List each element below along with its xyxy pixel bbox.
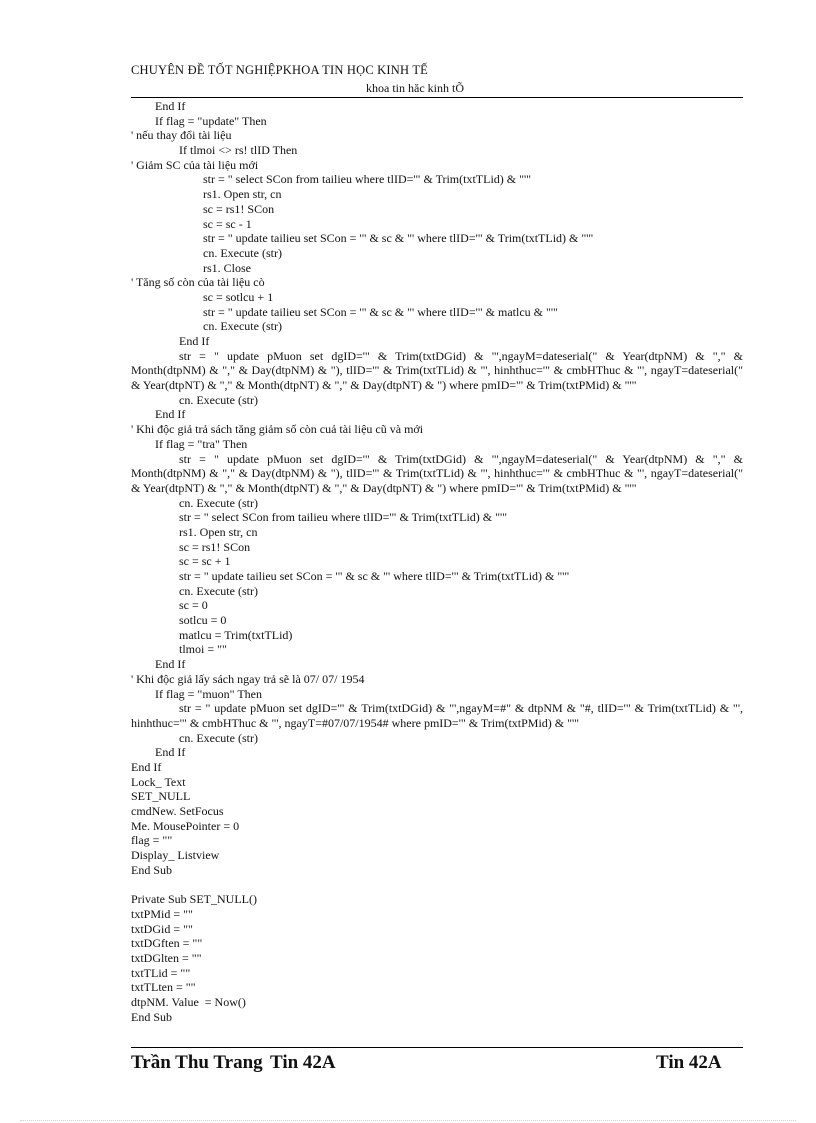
code-line: Private Sub SET_NULL() (131, 892, 257, 907)
code-line: sc = sc - 1 (203, 216, 252, 231)
code-comment: ' Tăng số còn của tài liệu cò (131, 275, 265, 290)
code-line: str = " update pMuon set dgID='" & Trim(txtDGid) & "',ngayM=#" & dtpNM & "#, tlID='" & Trim(txtTLid) & "', (179, 701, 743, 716)
code-comment: ' Khi độc giả lấy sách ngay trả sẽ là 07/ 07/ 1954 (131, 671, 365, 686)
code-line: Me. MousePointer = 0 (131, 818, 240, 833)
code-line: & Year(dtpNT) & "," & Month(dtpNT) & "," & Day(dtpNT) & ") where pmID='" & Trim(txtPMid) & "'" (131, 378, 637, 393)
code-line: str = " update pMuon set dgID='" & Trim(txtDGid) & "',ngayM=dateserial(" & Year(dtpNM) & "," & (179, 451, 743, 466)
code-line: str = " update pMuon set dgID='" & Trim(txtDGid) & "',ngayM=dateserial(" & Year(dtpNM) & "," & (179, 348, 743, 363)
code-line: str = " select SCon from tailieu where tlID='" & Trim(txtTLid) & "'" (203, 172, 532, 187)
code-line: If flag = "tra" Then (155, 436, 248, 451)
code-line: cn. Execute (str) (203, 319, 282, 334)
code-line: cn. Execute (str) (179, 392, 258, 407)
code-line: End If (131, 759, 162, 774)
code-line: If flag = "update" Then (155, 113, 267, 128)
code-line: SET_NULL (131, 789, 191, 804)
code-line: cmdNew. SetFocus (131, 804, 224, 818)
code-line: sc = 0 (179, 598, 208, 613)
code-line: sc = sotlcu + 1 (203, 289, 274, 304)
footer-author: Trần Thu Trang (131, 1052, 263, 1073)
code-line: str = " select SCon from tailieu where tlID='" & Trim(txtTLid) & "'" (179, 510, 508, 525)
code-line: sc = sc + 1 (179, 554, 231, 569)
code-line: Lock_ Text (131, 774, 186, 789)
code-line: Display_ Listview (131, 848, 220, 863)
code-line: Month(dtpNM) & "," & Day(dtpNM) & "), tlID='" & Trim(txtTLid) & "', hinhthuc='" & cmbHThuc & "', ngayT=dateserial(" (131, 466, 743, 481)
code-line: rs1. Open str, cn (203, 187, 282, 202)
code-line: txtTLten = "" (131, 980, 196, 995)
code-comment: ' nếu thay đổi tài liệu (131, 128, 232, 143)
footer-rule (131, 1047, 743, 1048)
code-line: txtDGid = "" (131, 921, 193, 936)
code-line: tlmoi = "" (179, 642, 227, 657)
code-line: & Year(dtpNT) & "," & Month(dtpNT) & "," & Day(dtpNT) & ") where pmID='" & Trim(txtPMid) & "'" (131, 480, 637, 495)
header-rule (131, 97, 743, 98)
code-line: End If (155, 657, 186, 672)
code-line: txtDGlten = "" (131, 950, 202, 965)
code-line: hinhthuc='" & cmbHThuc & "', ngayT=#07/07/1954# where pmID='" & Trim(txtPMid) & "'" (131, 715, 580, 730)
code-line: str = " update tailieu set SCon = '" & sc & "' where tlID='" & Trim(txtTLid) & "'" (203, 231, 594, 246)
code-line: End Sub (131, 862, 173, 877)
footer-class-right: Tin 42A (656, 1052, 722, 1073)
code-comment: ' Khi độc giả trả sách tăng giảm số còn cuả tài liệu cũ và mới (131, 422, 424, 437)
code-line: If flag = "muon" Then (155, 686, 262, 701)
footer-class-left: Tin 42A (270, 1052, 336, 1073)
code-line: flag = "" (131, 833, 173, 848)
code-line: txtDGften = "" (131, 936, 203, 951)
code-line: txtPMid = "" (131, 906, 193, 921)
page-header-title: CHUYÊN ĐỀ TỐT NGHIỆPKHOA TIN HỌC KINH TẾ (131, 63, 428, 77)
code-line: sotlcu = 0 (179, 613, 227, 628)
code-listing (131, 99, 743, 1024)
code-line: str = " update tailieu set SCon = '" & sc & "' where tlID='" & matlcu & "'" (203, 304, 558, 319)
page-header-subtitle: khoa tin hăc kinh tÕ (366, 81, 464, 95)
code-line: matlcu = Trim(txtTLid) (179, 627, 293, 642)
code-line: If tlmoi <> rs! tlID Then (179, 143, 298, 158)
code-line: sc = rs1! SCon (203, 201, 275, 216)
code-line: End Sub (131, 1009, 173, 1024)
code-line: cn. Execute (str) (179, 730, 258, 745)
code-comment: ' Giảm SC của tài liệu mới (131, 157, 259, 172)
code-line: Month(dtpNM) & "," & Day(dtpNM) & "), tlID='" & Trim(txtTLid) & "', hinhthuc='" & cmbHThuc & "', ngayT=dateserial(" (131, 363, 743, 378)
page-bottom-edge (20, 1120, 796, 1121)
code-line: End If (179, 334, 210, 348)
code-line: End If (155, 407, 186, 422)
code-line: End If (155, 745, 186, 760)
code-line: End If (155, 99, 186, 113)
code-line: txtTLid = "" (131, 965, 191, 980)
code-line: dtpNM. Value = Now() (131, 994, 246, 1009)
code-line: rs1. Open str, cn (179, 524, 258, 539)
code-blank-line (131, 877, 743, 892)
code-line: sc = rs1! SCon (179, 539, 251, 554)
code-line: rs1. Close (203, 260, 251, 275)
code-line: cn. Execute (str) (179, 583, 258, 598)
code-line: cn. Execute (str) (203, 245, 282, 260)
code-line: str = " update tailieu set SCon = '" & sc & "' where tlID='" & Trim(txtTLid) & "'" (179, 569, 570, 583)
code-line: cn. Execute (str) (179, 495, 258, 510)
